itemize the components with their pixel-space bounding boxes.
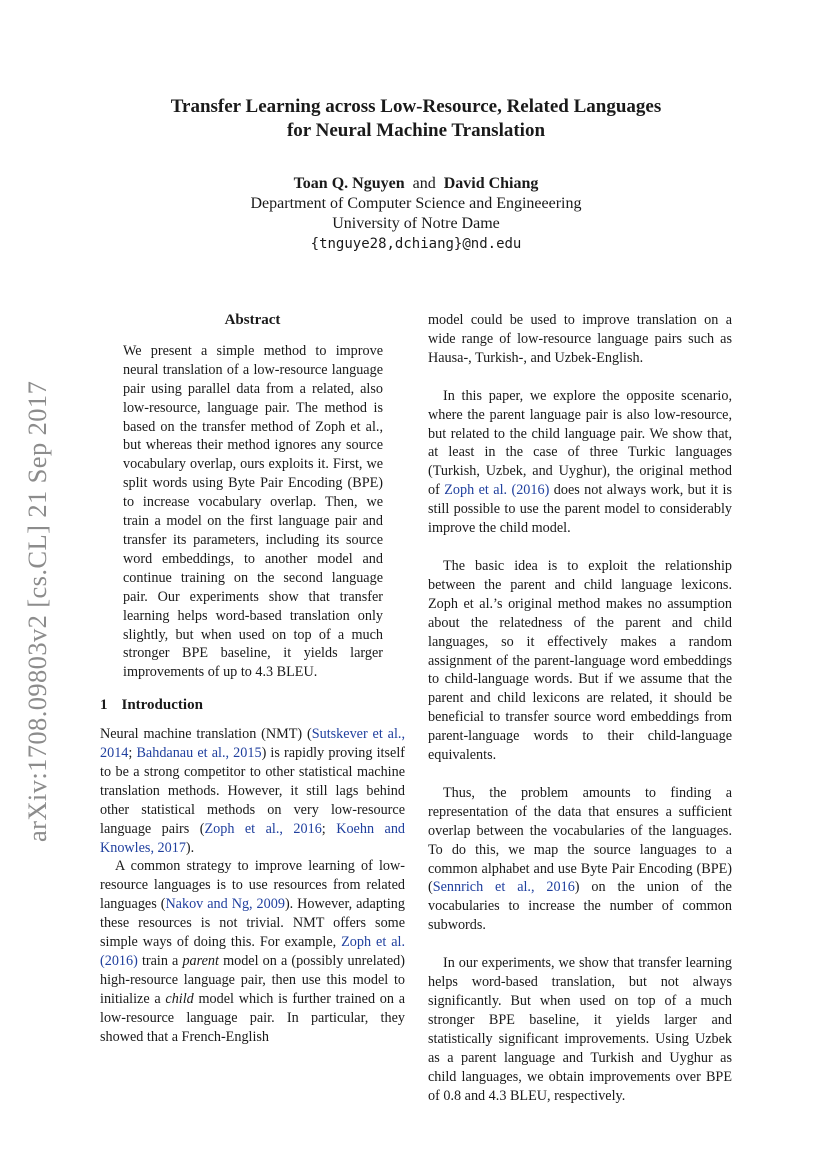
citation-link[interactable]: Zoph et al. (2016) (444, 482, 550, 499)
abstract-text: We present a simple method to improve neural translation of a low-resource language pair using parallel data from a related, also low-resource, language pair. The method is based on the transfer method of Zoph et al., but whereas their method ignores any source vocabulary overlap, ours exploits it. First, we split words using Byte Pair Encoding (BPE) to increase vocabulary overlap. Then, we train a model on the first language pair and transfer its parameters, including its source word embeddings, to another model and continue training on the second language pair. Our experiments show that transfer learning helps word-based translation only slightly, but when used on top of a much stronger BPE baseline, it yields larger improvements of up to 4.3 BLEU. (123, 342, 383, 681)
intro-paragraph-5 (428, 784, 732, 935)
author-block (100, 174, 732, 254)
text-run: Neural machine translation (NMT) ( (100, 726, 312, 743)
text-run: ; (128, 745, 137, 762)
intro-paragraph-2-continued: model could be used to improve translation on a wide range of low-resource language pairs such as Hausa-, Turkish-, and Uzbek-English. (428, 312, 732, 366)
text-run: train a (137, 953, 183, 969)
text-run: does not always work, but it is still possible to use the parent model to considerably improve the child model. (428, 482, 733, 537)
emphasized-term: child (165, 990, 194, 1007)
citation-link[interactable]: Bahdanau et al., 2015 (136, 745, 262, 762)
text-run: A common strategy to improve learning of low-resource languages is to use resources from related languages ( (100, 858, 405, 913)
citation-link[interactable]: Sennrich et al., 2016 (432, 879, 575, 896)
section-number: 1 (100, 697, 108, 714)
author-2: David Chiang (443, 175, 539, 192)
intro-paragraph-2-part-1 (100, 857, 405, 1046)
intro-paragraph-1 (100, 725, 405, 857)
text-run: ). However, adapting these resources is not trivial. NMT offers some simple ways of doing this. For example, (100, 896, 405, 951)
citation-link[interactable]: Zoph et al., 2016 (204, 820, 322, 837)
text-run: model on a (possibly unrelated) high-resource language pair, then use this model to initialize a (100, 953, 405, 1007)
citation-link[interactable]: Sutskever et al., 2014 (100, 726, 405, 762)
text-run: ) on the union of the vocabularies to increase the number of common subwords. (428, 879, 732, 934)
author-email: {tnguye28,dchiang}@nd.edu (310, 236, 522, 252)
intro-paragraph-6: In our experiments, we show that transfer learning helps word-based translation, but not always significantly. But when used on top of a much stronger BPE baseline, it yields larger and statistically significant improvements. Using Uzbek as a parent language and Turkish and Uyghur as child languages, we obtain improvements over BPE of 0.8 and 4.3 BLEU, respectively. (428, 955, 732, 1104)
citation-link[interactable]: Zoph et al. (2016) (100, 934, 405, 969)
section-heading-introduction (100, 696, 405, 715)
author-1: Toan Q. Nguyen (293, 175, 405, 192)
author-names (100, 174, 732, 194)
author-conjunction: and (412, 175, 436, 192)
citation-link[interactable]: Koehn and Knowles, 2017 (100, 820, 406, 856)
section-title: Introduction (121, 697, 203, 714)
text-run: ) is rapidly proving itself to be a strong competitor to other statistical machine translation methods. However, it still lags behind other statistical methods on very low-resource language pairs ( (100, 745, 405, 837)
paper-title (100, 95, 732, 143)
text-run: Thus, the problem amounts to finding a representation of the data that ensures a sufficient overlap between the vocabularies of the languages. To do this, we map the source languages to a common alphabet and use Byte Pair Encoding (BPE) ( (428, 784, 732, 896)
title-line-1: Transfer Learning across Low-Resource, Related Languages (170, 96, 662, 117)
text-run: ; (321, 820, 337, 837)
emphasized-term: parent (182, 953, 219, 969)
arxiv-identifier: arXiv:1708.09803v2 [cs.CL] 21 Sep 2017 (22, 380, 52, 842)
intro-paragraph-4: The basic idea is to exploit the relationship between the parent and child language lexicons. Zoph et al.’s original method makes no assumption about the relatedness of the parent and child languages, so it effectively makes a random assignment of the parent-language word embeddings to child-language words. But if we assume that the parent and child lexicons are related, it should be beneficial to transfer source word embeddings from parent-language words to their child-language equivalents. (428, 557, 732, 764)
left-column (100, 311, 405, 1047)
author-department: Department of Computer Science and Engineeering (250, 195, 582, 212)
right-column (428, 311, 732, 1105)
intro-paragraph-3 (428, 387, 732, 538)
text-run: model which is further trained on a low-resource language pair. In particular, they showed that a French-English (100, 990, 405, 1045)
title-line-2: for Neural Machine Translation (286, 120, 546, 141)
abstract-heading: Abstract (224, 312, 281, 328)
author-university: University of Notre Dame (332, 215, 500, 232)
text-run: In this paper, we explore the opposite scenario, where the parent language pair is also low-resource, but related to the child language pair. We show that, at least in the case of three Turkic languages (Turkish, Uzbek, and Uyghur), the original method of (428, 387, 732, 499)
citation-link[interactable]: Nakov and Ng, 2009 (165, 896, 285, 913)
text-run: ). (185, 839, 195, 856)
